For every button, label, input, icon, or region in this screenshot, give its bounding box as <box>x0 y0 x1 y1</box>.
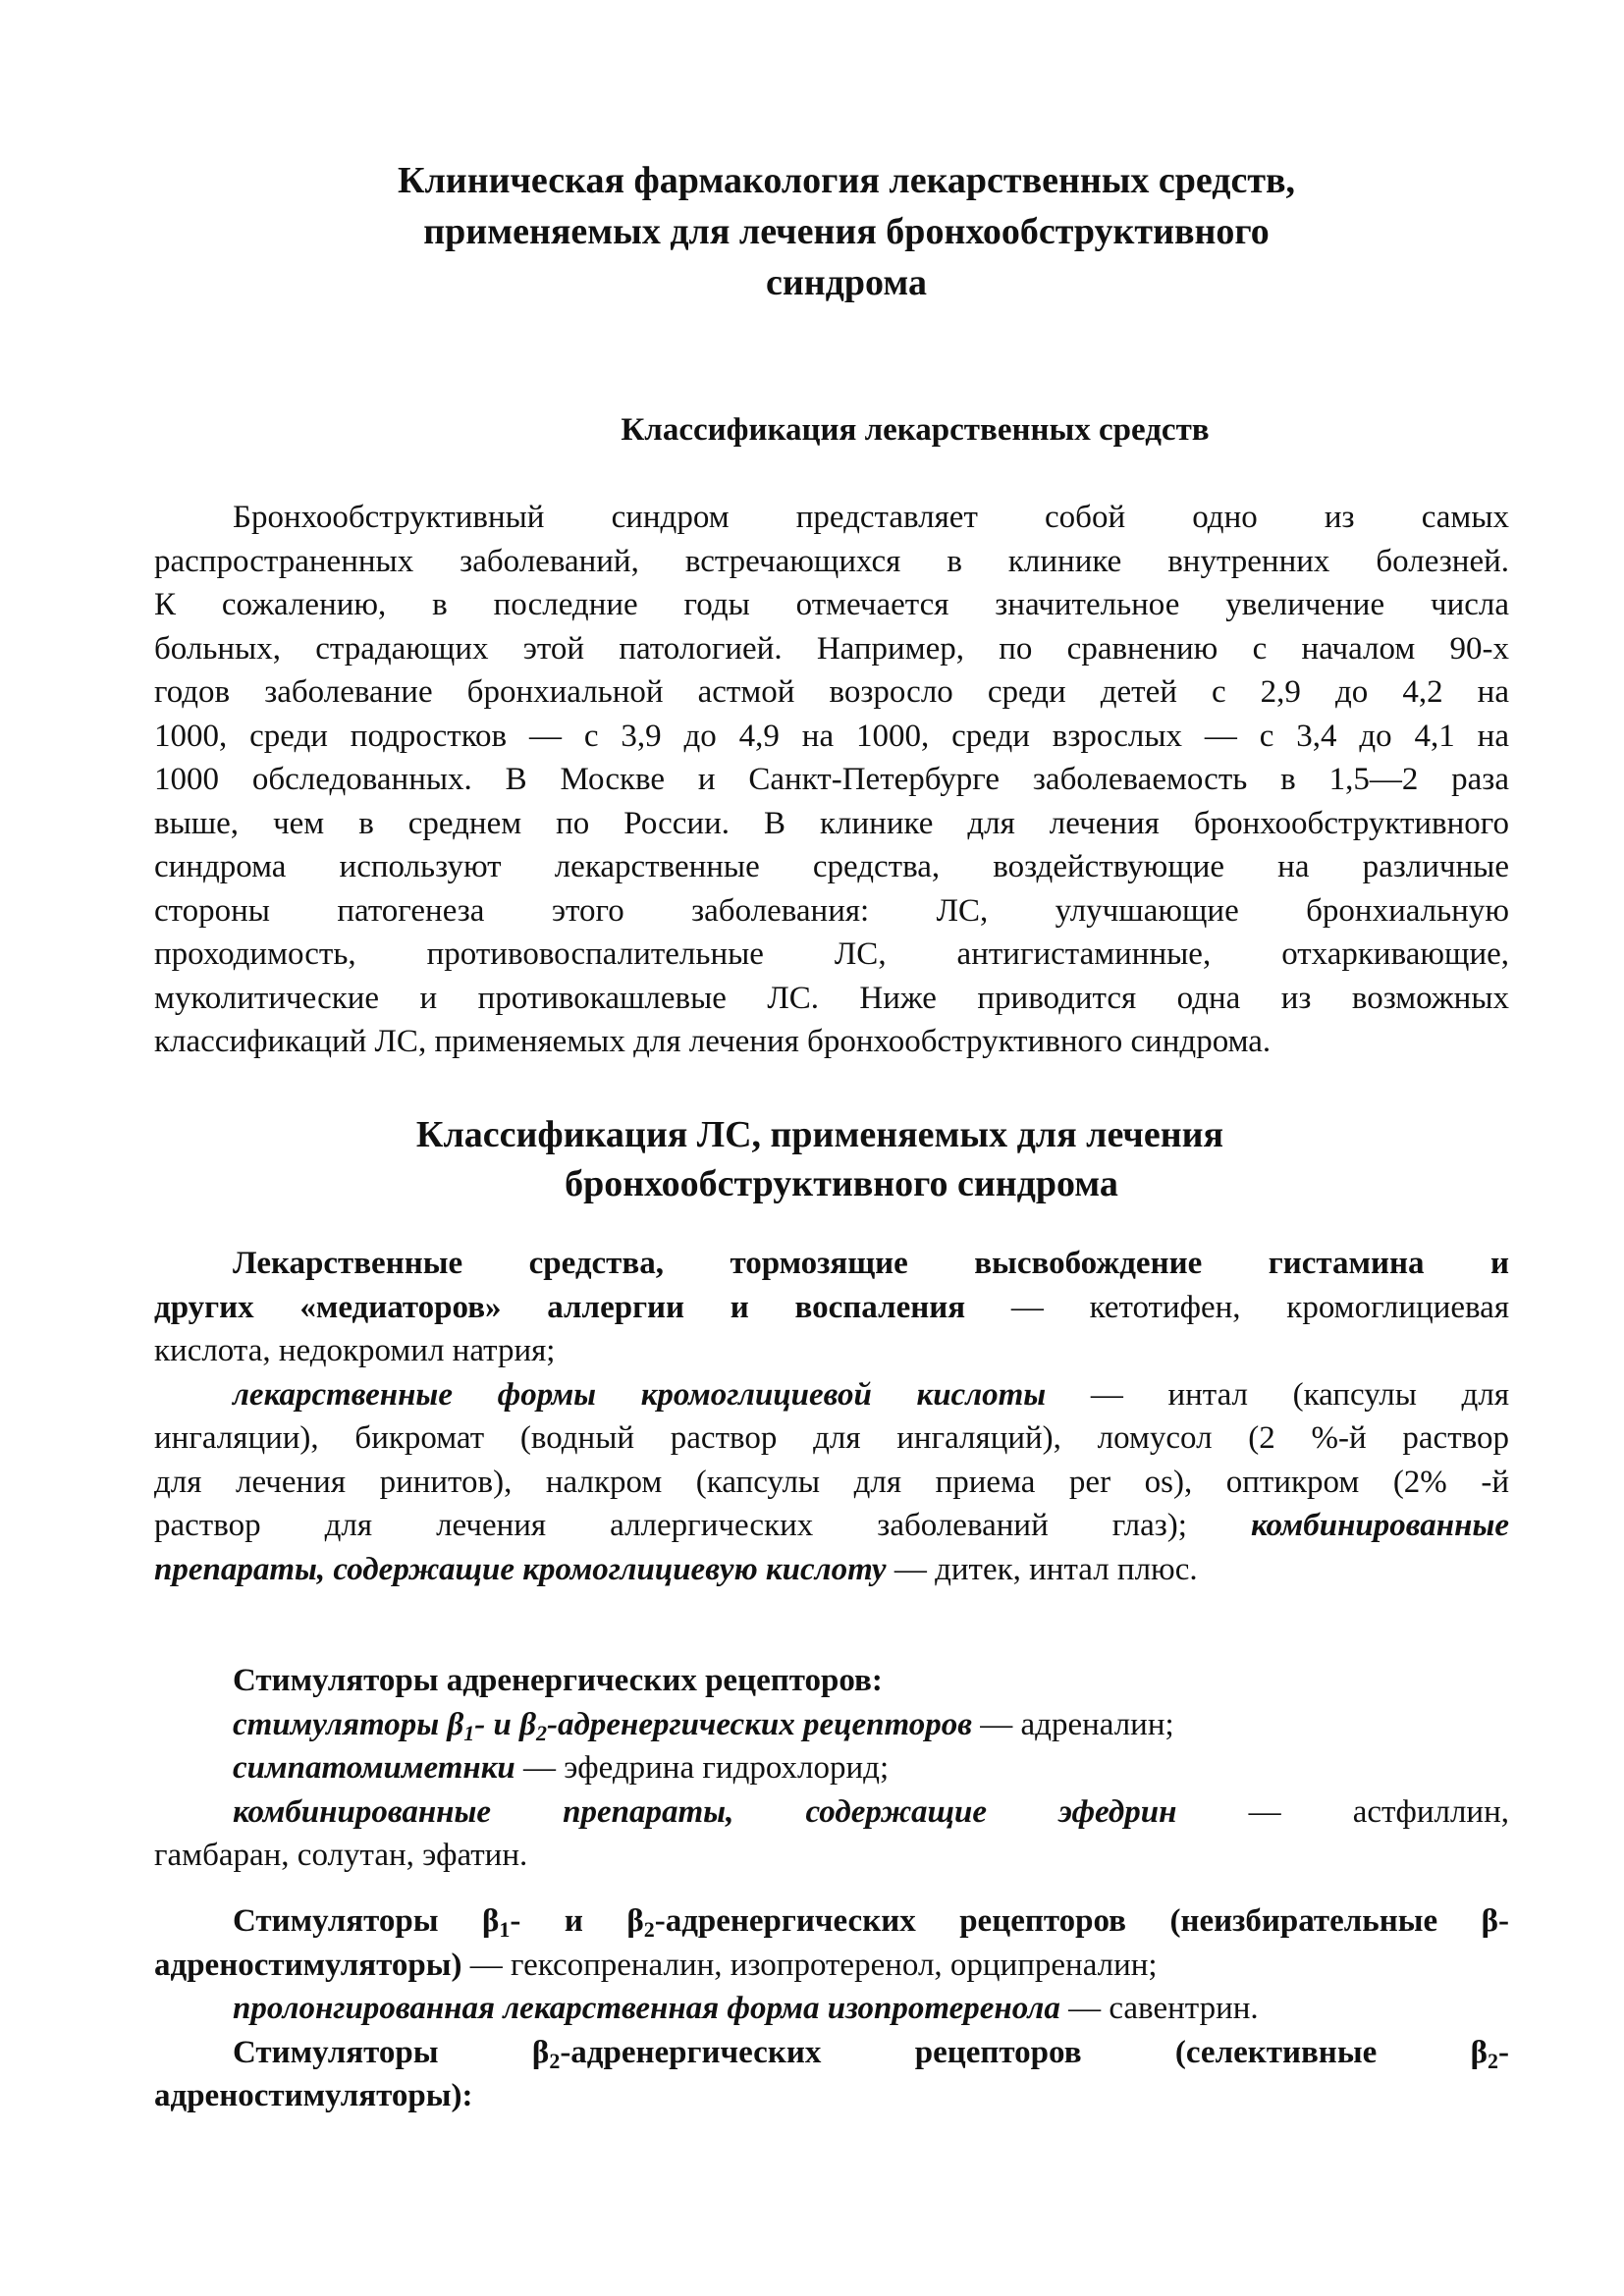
text: - и β <box>510 1903 644 1939</box>
paragraph-line: проходимость, противовоспалительные ЛС, антигистаминные, отхаркивающие, <box>154 936 1509 972</box>
bold-italic-text: лекарственные формы кромоглициевой кислоты <box>233 1376 1047 1413</box>
paragraph-line: выше, чем в среднем по России. В клинике для лечения бронхообструктивного <box>154 805 1509 841</box>
adrenergic-stimulators-block <box>154 1659 1509 1878</box>
paragraph-line: стороны патогенеза этого заболевания: ЛС, улучшающие бронхиальную <box>154 892 1509 929</box>
paragraph-line <box>154 1504 1509 1548</box>
bold-italic-text: симпатомиметнки <box>233 1750 515 1786</box>
paragraph-line <box>154 1242 1509 1286</box>
paragraph-line: кислота, недокромил натрия; <box>154 1333 556 1368</box>
paragraph-line <box>154 1899 1509 1944</box>
histamine-inhibitors-block <box>154 1242 1509 1591</box>
text: — кетотифен, кромоглициевая <box>965 1289 1509 1325</box>
paragraph-line: гамбаран, солутан, эфатин. <box>154 1838 528 1873</box>
bold-text: адреностимуляторы) <box>154 1947 462 1983</box>
paragraph-line: муколитические и противокашлевые ЛС. Ниже приводится одна из возможных <box>154 980 1509 1016</box>
paragraph-line: ингаляции), бикромат (водный раствор для ингаляций), ломусол (2 %-й раствор <box>154 1420 1509 1456</box>
bold-text <box>233 2034 1509 2073</box>
text: - <box>1498 2034 1509 2070</box>
paragraph-line <box>154 1703 1509 1747</box>
subscript: 1 <box>463 1720 475 1745</box>
text: — савентрин. <box>1059 1991 1259 2026</box>
paragraph-line: 1000 обследованных. В Москве и Санкт-Петербурге заболеваемость в 1,5—2 раза <box>154 762 1509 797</box>
heading-line-1: Классификация ЛС, применяемых для лечения <box>415 1114 1224 1155</box>
bold-text <box>233 1903 1509 1942</box>
subscript: 2 <box>1488 2048 1498 2073</box>
text: — астфиллин, <box>1176 1793 1509 1830</box>
text: - и β <box>474 1706 537 1742</box>
bold-italic-text: препараты, содержащие кромоглициевую кислоту <box>154 1551 887 1587</box>
paragraph-line <box>154 1790 1509 1835</box>
paragraph-line <box>154 1987 1509 2031</box>
text: -адренергических рецепторов (неизбирательные β- <box>654 1903 1509 1939</box>
paragraph-line: К сожалению, в последние годы отмечается значительное увеличение числа <box>154 587 1509 622</box>
bold-italic-text: пролонгированная лекарственная форма изопротеренола <box>233 1991 1060 2026</box>
paragraph-line: распространенных заболеваний, встречающихся в клинике внутренних болезней. <box>154 543 1509 579</box>
paragraph-line: Бронхообструктивный синдром представляет собой одно из самых <box>233 500 1509 535</box>
text: -адренергических рецепторов <box>547 1706 973 1742</box>
heading-line-2: бронхообструктивного синдрома <box>565 1163 1118 1204</box>
text: — интал (капсулы для <box>1046 1376 1509 1413</box>
text: — гексопреналин, изопротеренол, орципреналин; <box>461 1947 1158 1983</box>
subscript: 2 <box>643 1917 655 1942</box>
paragraph-line <box>154 1659 1509 1703</box>
paragraph-line <box>154 1548 1509 1592</box>
text: — дитек, интал плюс. <box>886 1551 1198 1587</box>
text: Стимуляторы β <box>233 1903 500 1939</box>
paragraph-line <box>154 1286 1509 1330</box>
paragraph-line: классификаций ЛС, применяемых для лечения бронхообструктивного синдрома. <box>154 1024 1272 1059</box>
text: Стимуляторы β <box>233 2034 550 2070</box>
paragraph-line <box>154 2074 1509 2118</box>
nonselective-beta-stimulators-block <box>154 1899 1509 2118</box>
text: — эфедрина гидрохлорид; <box>514 1750 890 1786</box>
text: -адренергических рецепторов (селективные β <box>560 2034 1488 2070</box>
paragraph-line: синдрома используют лекарственные средства, воздействующие на различные <box>154 849 1509 884</box>
paragraph-line <box>154 2031 1509 2075</box>
title-line-3: синдрома <box>766 262 927 303</box>
text: стимуляторы β <box>233 1706 464 1742</box>
subscript: 2 <box>536 1720 548 1745</box>
subscript: 1 <box>499 1917 511 1942</box>
text: раствор для лечения аллергических заболеваний глаз); <box>154 1508 1251 1543</box>
section-heading-classification: Классификация лекарственных средств <box>621 412 1210 448</box>
title-line-2: применяемых для лечения бронхообструктивного <box>423 211 1270 252</box>
bold-text: других «медиаторов» аллергии и воспаления <box>154 1289 966 1325</box>
text: — адреналин; <box>972 1706 1174 1742</box>
paragraph-line <box>154 1746 1509 1790</box>
paragraph-line: для лечения ринитов), налкром (капсулы для приема per os), оптикром (2% -й <box>154 1464 1509 1500</box>
bold-italic-text: комбинированные <box>1250 1508 1509 1543</box>
intro-paragraph <box>154 496 1509 1064</box>
bold-italic-text: комбинированные препараты, содержащие эфедрин <box>233 1793 1177 1830</box>
paragraph-line: больных, страдающих этой патологией. Например, по сравнению с началом 90-х <box>154 630 1509 667</box>
bold-text: адреностимуляторы): <box>154 2078 473 2113</box>
paragraph-line: 1000, среди подростков — с 3,9 до 4,9 на 1000, среди взрослых — с 3,4 до 4,1 на <box>154 718 1509 754</box>
paragraph-line <box>154 1944 1509 1988</box>
bold-text: Стимуляторы адренергических рецепторов: <box>233 1663 883 1698</box>
section-heading-ls-classification <box>154 1110 1509 1208</box>
subscript: 2 <box>549 2048 561 2073</box>
bold-italic-text <box>233 1706 973 1745</box>
document-title <box>154 155 1509 308</box>
title-line-1: Клиническая фармакология лекарственных средств, <box>397 160 1296 201</box>
paragraph-line <box>154 1373 1509 1417</box>
paragraph-line: годов заболевание бронхиальной астмой возросло среди детей с 2,9 до 4,2 на <box>154 674 1509 710</box>
bold-text: Лекарственные средства, тормозящие высвобождение гистамина и <box>233 1246 1509 1281</box>
